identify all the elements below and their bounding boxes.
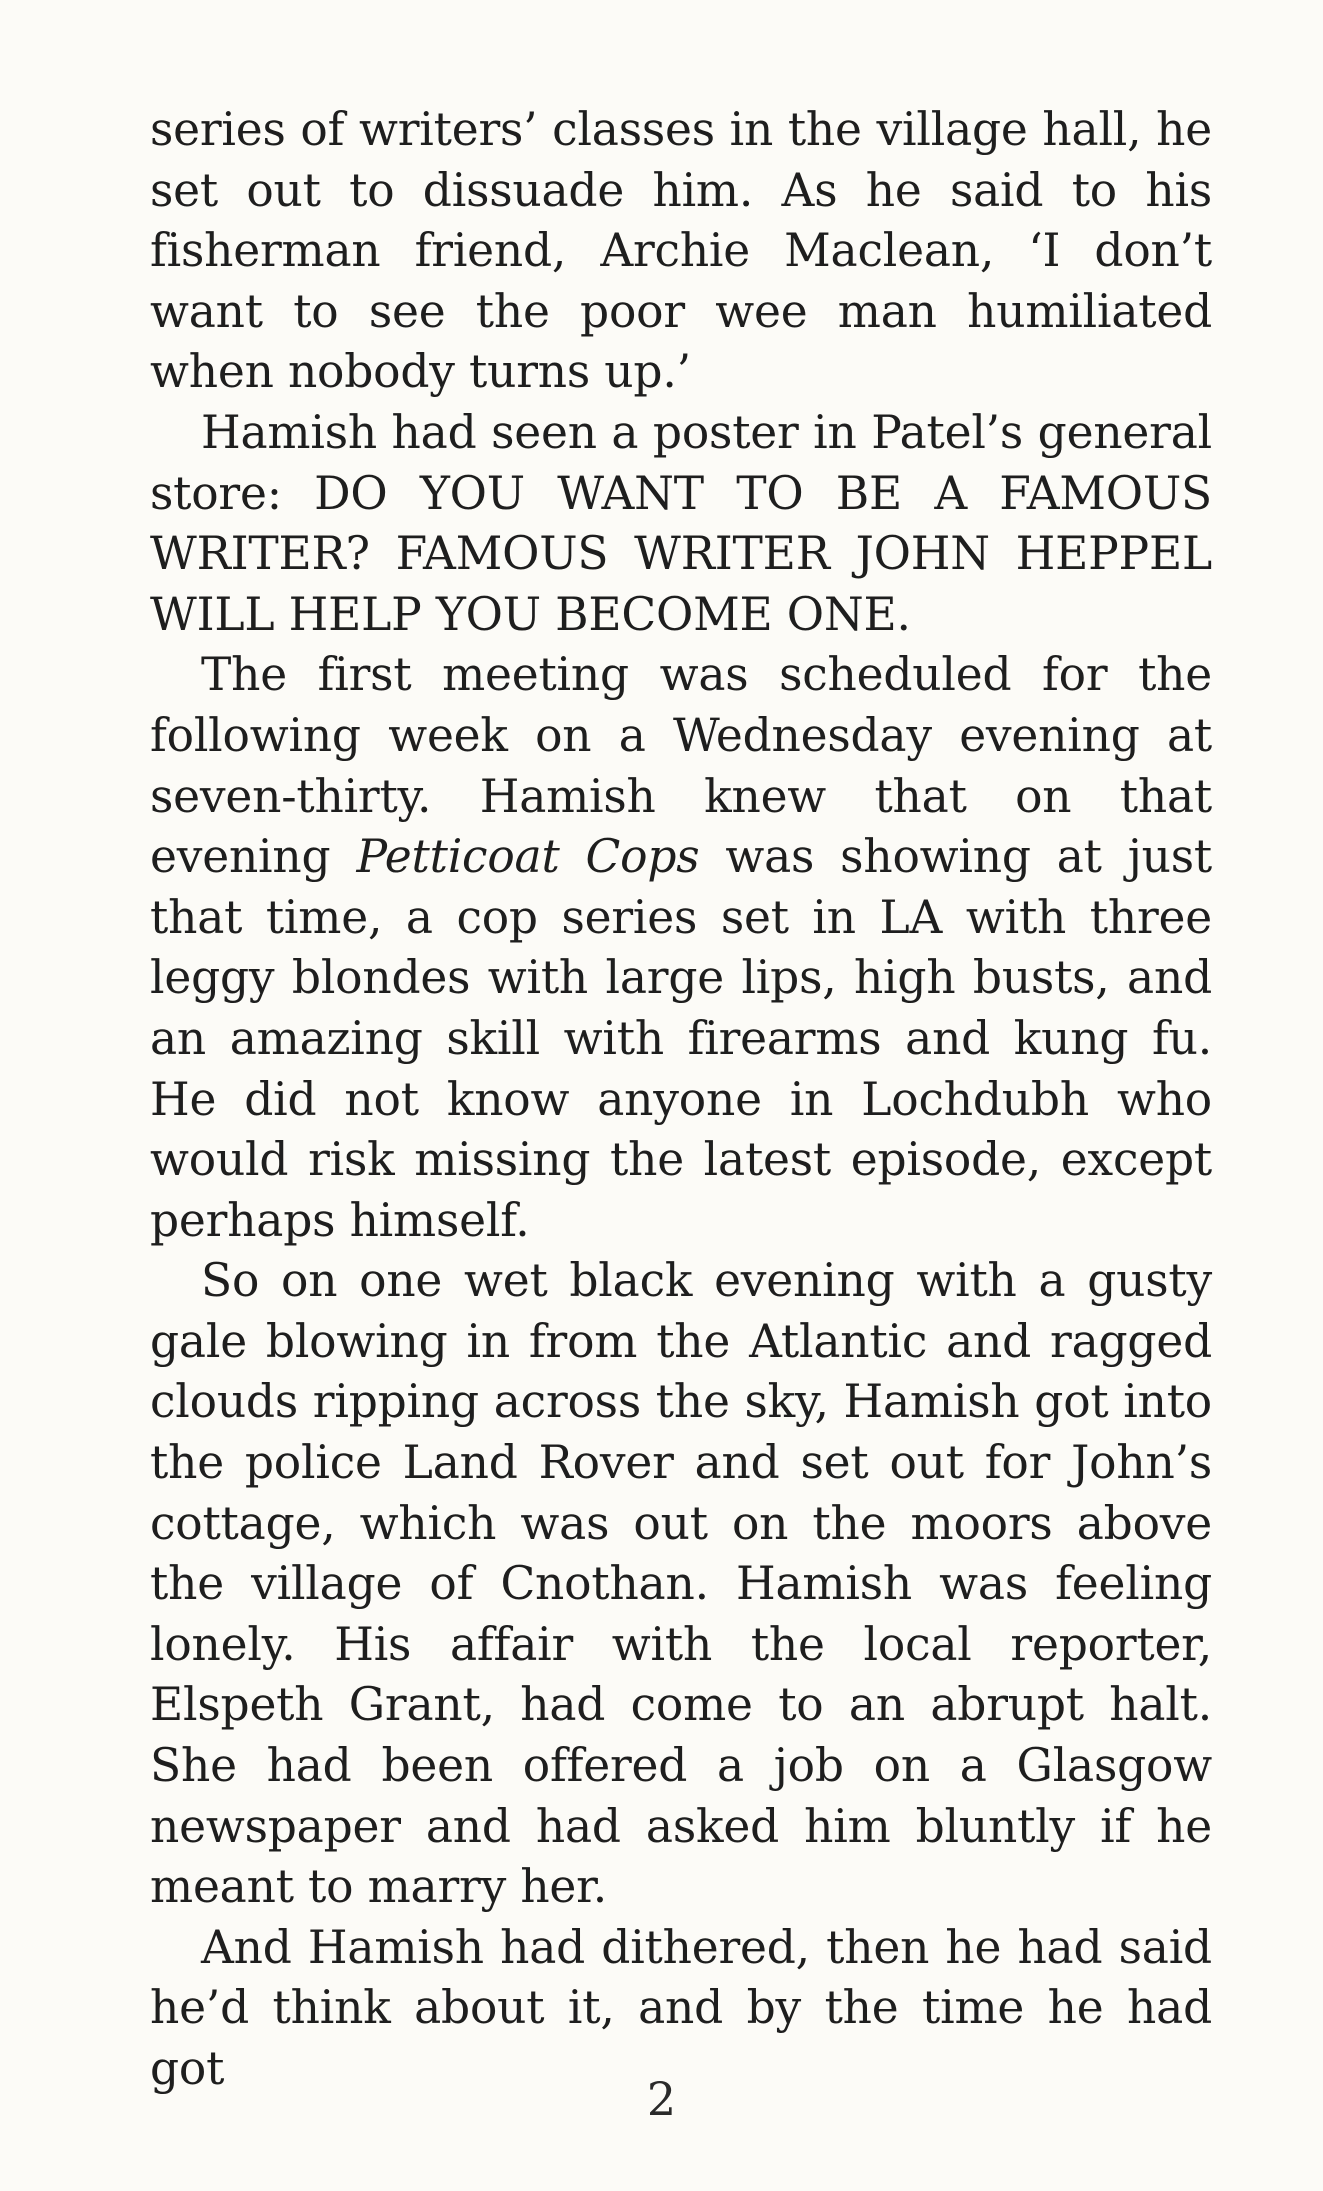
paragraph: And Hamish had dithered, then he had said he’d think about it, and by the time he had got (150, 1920, 1212, 2095)
body-text (150, 100, 1212, 2100)
italic-title: Petticoat Cops (356, 830, 700, 884)
paragraph: Hamish had seen a poster in Patel’s general store: DO YOU WANT TO BE A FAMOUS WRITER? FAMOUS WRITER JOHN HEPPEL WILL HELP YOU BECOME ONE. (150, 405, 1212, 641)
paragraph: So on one wet black evening with a gusty gale blowing in from the Atlantic and ragged clouds ripping across the sky, Hamish got into the police Land Rover and set out for John’s cottage, which was out on the moors above the village of Cnothan. Hamish was feeling lonely. His affair with the local reporter, Elspeth Grant, had come to an abrupt halt. She had been offered a job on a Glasgow newspaper and had asked him bluntly if he meant to marry her. (150, 1254, 1212, 1914)
paragraph: series of writers’ classes in the village hall, he set out to dissuade him. As he said to his fisherman friend, Archie Maclean, ‘I don’t want to see the poor wee man humiliated when nobody turns up.’ (150, 103, 1212, 399)
paragraph: The first meeting was scheduled for the following week on a Wednesday evening at seven-thirty. Hamish knew that on that evening Petticoat Cops was showing at just that time, a cop series set in LA with three leggy blondes with large lips, high busts, and an amazing skill with firearms and kung fu. He did not know anyone in Lochdubh who would risk missing the latest episode, except perhaps himself. (150, 648, 1212, 1247)
page-number: 2 (646, 2072, 677, 2126)
